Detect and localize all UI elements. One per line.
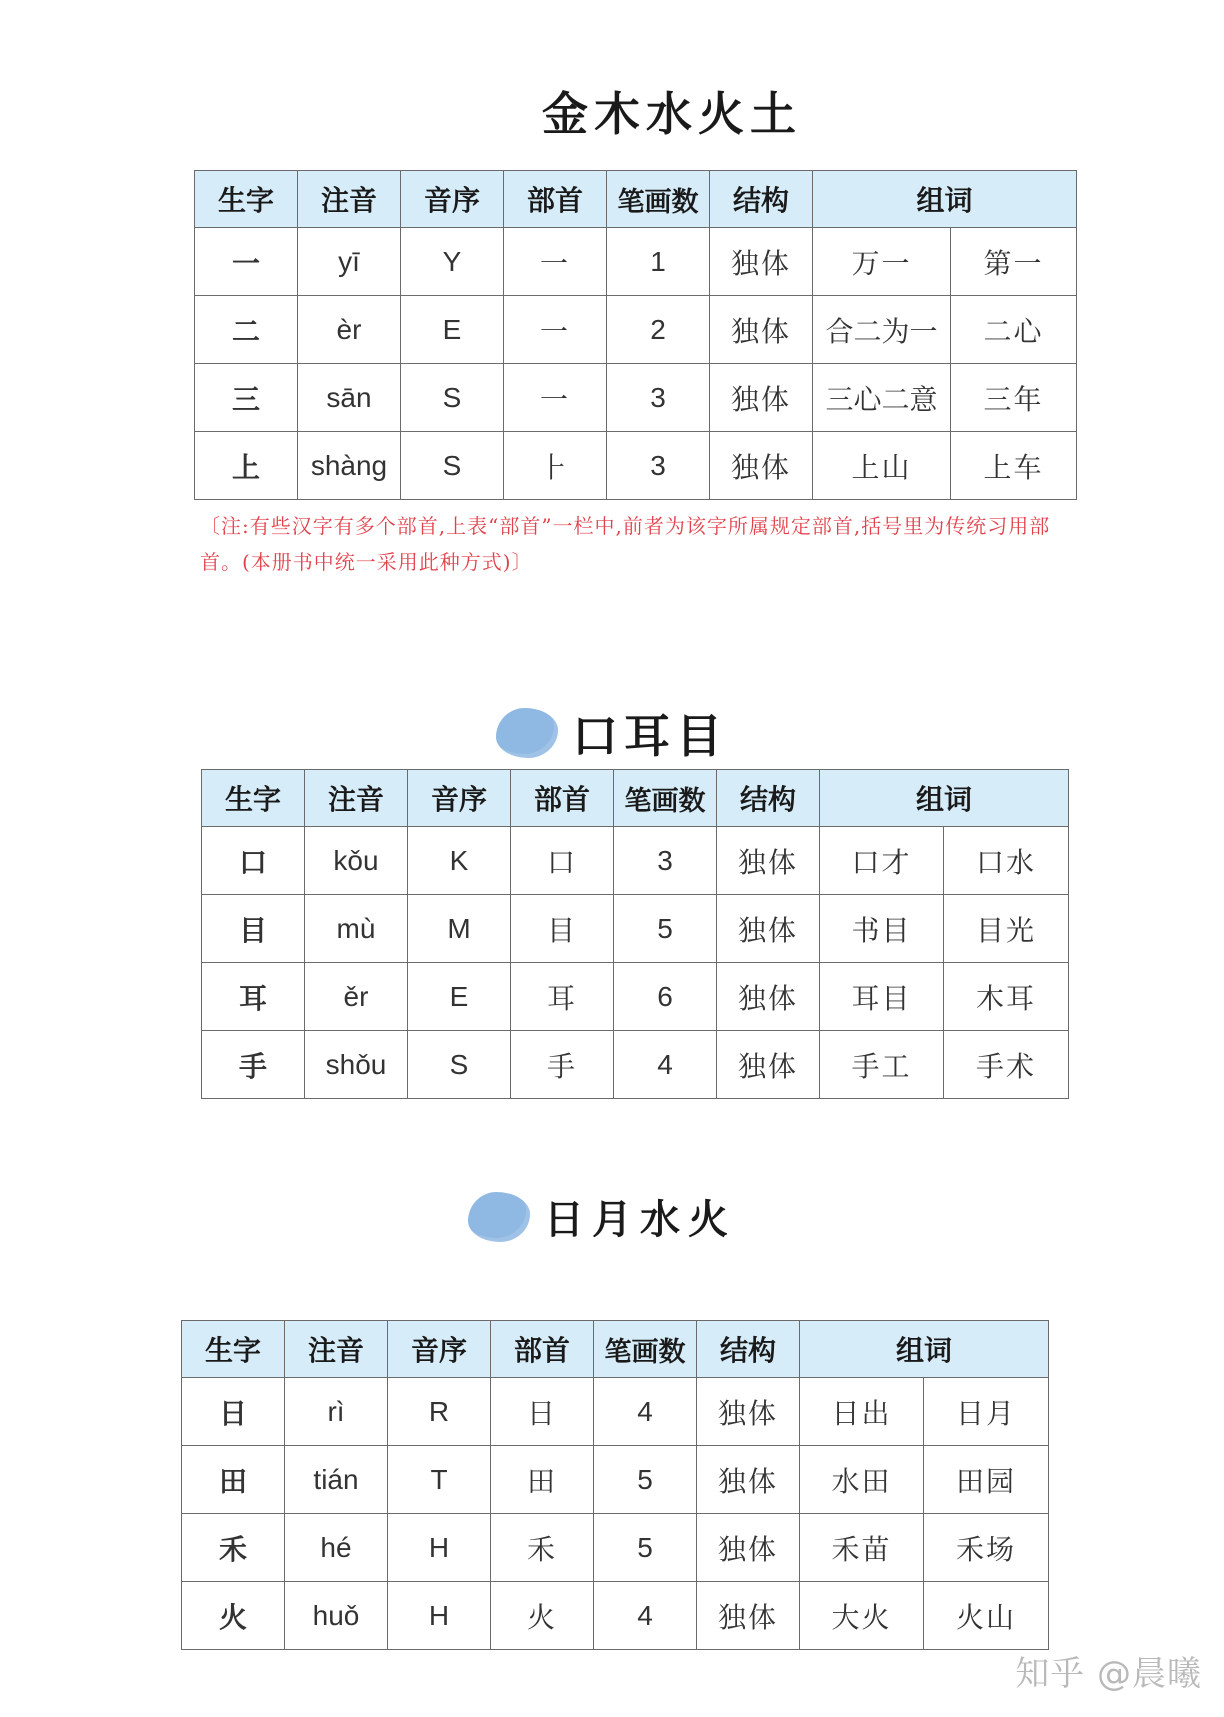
char-cell: 目 bbox=[202, 895, 305, 963]
section-1-title-text: 金木水火土 bbox=[542, 87, 802, 141]
pinyin-cell: mù bbox=[305, 895, 408, 963]
word2-cell: 第一 bbox=[951, 228, 1077, 296]
table-row bbox=[195, 432, 1077, 500]
strokes-cell: 5 bbox=[594, 1514, 697, 1582]
word2-cell: 火山 bbox=[924, 1582, 1049, 1650]
char-cell: 日 bbox=[182, 1378, 285, 1446]
structure-cell: 独体 bbox=[697, 1514, 800, 1582]
header-order: 音序 bbox=[408, 770, 511, 827]
table-section-2 bbox=[201, 769, 1069, 1099]
header-radical: 部首 bbox=[511, 770, 614, 827]
table-section-1 bbox=[194, 170, 1077, 500]
table-row bbox=[202, 963, 1069, 1031]
radical-cell: 禾 bbox=[491, 1514, 594, 1582]
blue-blob-icon bbox=[496, 708, 558, 758]
radical-cell: 耳 bbox=[511, 963, 614, 1031]
table-header-row bbox=[182, 1321, 1049, 1378]
structure-cell: 独体 bbox=[710, 432, 813, 500]
order-cell: E bbox=[401, 296, 504, 364]
structure-cell: 独体 bbox=[717, 1031, 820, 1099]
strokes-cell: 3 bbox=[614, 827, 717, 895]
section-2-title-text: 口耳目 bbox=[572, 709, 728, 763]
char-cell: 耳 bbox=[202, 963, 305, 1031]
char-cell: 上 bbox=[195, 432, 298, 500]
strokes-cell: 6 bbox=[614, 963, 717, 1031]
header-structure: 结构 bbox=[710, 171, 813, 228]
word1-cell: 三心二意 bbox=[813, 364, 951, 432]
radical-cell: ⺊ bbox=[504, 432, 607, 500]
word2-cell: 日月 bbox=[924, 1378, 1049, 1446]
table-header-row bbox=[195, 171, 1077, 228]
radical-cell: 目 bbox=[511, 895, 614, 963]
header-structure: 结构 bbox=[717, 770, 820, 827]
strokes-cell: 5 bbox=[614, 895, 717, 963]
order-cell: S bbox=[408, 1031, 511, 1099]
table-row bbox=[182, 1446, 1049, 1514]
word1-cell: 水田 bbox=[800, 1446, 924, 1514]
word1-cell: 口才 bbox=[820, 827, 944, 895]
section-3-title bbox=[0, 1188, 1224, 1252]
word1-cell: 合二为一 bbox=[813, 296, 951, 364]
radical-cell: 手 bbox=[511, 1031, 614, 1099]
structure-cell: 独体 bbox=[717, 827, 820, 895]
pinyin-cell: rì bbox=[285, 1378, 388, 1446]
structure-cell: 独体 bbox=[717, 895, 820, 963]
word2-cell: 手术 bbox=[944, 1031, 1069, 1099]
char-cell: 田 bbox=[182, 1446, 285, 1514]
header-strokes: 笔画数 bbox=[594, 1321, 697, 1378]
radical-note: 〔注:有些汉字有多个部首,上表“部首”一栏中,前者为该字所属规定部首,括号里为传统习用部首。(本册书中统一采用此种方式)〕 bbox=[200, 514, 1051, 574]
pinyin-cell: èr bbox=[298, 296, 401, 364]
strokes-cell: 4 bbox=[614, 1031, 717, 1099]
header-words: 组词 bbox=[820, 770, 1069, 827]
char-cell: 禾 bbox=[182, 1514, 285, 1582]
word1-cell: 日出 bbox=[800, 1378, 924, 1446]
word1-cell: 耳目 bbox=[820, 963, 944, 1031]
word1-cell: 手工 bbox=[820, 1031, 944, 1099]
order-cell: S bbox=[401, 364, 504, 432]
strokes-cell: 2 bbox=[607, 296, 710, 364]
char-cell: 三 bbox=[195, 364, 298, 432]
table-row bbox=[182, 1378, 1049, 1446]
radical-cell: 火 bbox=[491, 1582, 594, 1650]
header-char: 生字 bbox=[202, 770, 305, 827]
header-words: 组词 bbox=[800, 1321, 1049, 1378]
blue-blob-icon bbox=[468, 1192, 530, 1242]
table-row bbox=[195, 364, 1077, 432]
order-cell: R bbox=[388, 1378, 491, 1446]
table-row bbox=[182, 1514, 1049, 1582]
word1-cell: 上山 bbox=[813, 432, 951, 500]
order-cell: T bbox=[388, 1446, 491, 1514]
pinyin-cell: yī bbox=[298, 228, 401, 296]
header-char: 生字 bbox=[195, 171, 298, 228]
word2-cell: 木耳 bbox=[944, 963, 1069, 1031]
table-row bbox=[195, 228, 1077, 296]
header-strokes: 笔画数 bbox=[607, 171, 710, 228]
section-1-title bbox=[0, 78, 1224, 144]
order-cell: S bbox=[401, 432, 504, 500]
order-cell: K bbox=[408, 827, 511, 895]
zhihu-watermark: 知乎 @晨曦 bbox=[1015, 1654, 1202, 1694]
pinyin-cell: shǒu bbox=[305, 1031, 408, 1099]
header-words: 组词 bbox=[813, 171, 1077, 228]
table-row bbox=[182, 1582, 1049, 1650]
word2-cell: 上车 bbox=[951, 432, 1077, 500]
table-section-3 bbox=[181, 1320, 1049, 1650]
strokes-cell: 4 bbox=[594, 1378, 697, 1446]
header-strokes: 笔画数 bbox=[614, 770, 717, 827]
word1-cell: 禾苗 bbox=[800, 1514, 924, 1582]
word2-cell: 田园 bbox=[924, 1446, 1049, 1514]
header-pinyin: 注音 bbox=[298, 171, 401, 228]
header-order: 音序 bbox=[388, 1321, 491, 1378]
strokes-cell: 5 bbox=[594, 1446, 697, 1514]
section-3-title-text: 日月水火 bbox=[544, 1196, 736, 1243]
word1-cell: 书目 bbox=[820, 895, 944, 963]
radical-cell: 田 bbox=[491, 1446, 594, 1514]
pinyin-cell: tián bbox=[285, 1446, 388, 1514]
radical-cell: 日 bbox=[491, 1378, 594, 1446]
order-cell: E bbox=[408, 963, 511, 1031]
order-cell: M bbox=[408, 895, 511, 963]
word2-cell: 目光 bbox=[944, 895, 1069, 963]
radical-cell: 一 bbox=[504, 296, 607, 364]
word1-cell: 万一 bbox=[813, 228, 951, 296]
section-2-title bbox=[0, 700, 1224, 769]
structure-cell: 独体 bbox=[717, 963, 820, 1031]
radical-cell: 一 bbox=[504, 364, 607, 432]
pinyin-cell: hé bbox=[285, 1514, 388, 1582]
header-pinyin: 注音 bbox=[285, 1321, 388, 1378]
radical-cell: 一 bbox=[504, 228, 607, 296]
char-cell: 手 bbox=[202, 1031, 305, 1099]
structure-cell: 独体 bbox=[710, 364, 813, 432]
structure-cell: 独体 bbox=[710, 228, 813, 296]
pinyin-cell: shàng bbox=[298, 432, 401, 500]
structure-cell: 独体 bbox=[697, 1378, 800, 1446]
table-row bbox=[202, 827, 1069, 895]
header-order: 音序 bbox=[401, 171, 504, 228]
table-row bbox=[202, 1031, 1069, 1099]
header-radical: 部首 bbox=[491, 1321, 594, 1378]
pinyin-cell: kǒu bbox=[305, 827, 408, 895]
table-row bbox=[202, 895, 1069, 963]
order-cell: Y bbox=[401, 228, 504, 296]
strokes-cell: 3 bbox=[607, 364, 710, 432]
structure-cell: 独体 bbox=[710, 296, 813, 364]
structure-cell: 独体 bbox=[697, 1446, 800, 1514]
table-row bbox=[195, 296, 1077, 364]
word2-cell: 二心 bbox=[951, 296, 1077, 364]
radical-cell: 口 bbox=[511, 827, 614, 895]
structure-cell: 独体 bbox=[697, 1582, 800, 1650]
char-cell: 二 bbox=[195, 296, 298, 364]
char-cell: 火 bbox=[182, 1582, 285, 1650]
word2-cell: 禾场 bbox=[924, 1514, 1049, 1582]
table-header-row bbox=[202, 770, 1069, 827]
word2-cell: 口水 bbox=[944, 827, 1069, 895]
char-cell: 一 bbox=[195, 228, 298, 296]
pinyin-cell: sān bbox=[298, 364, 401, 432]
strokes-cell: 3 bbox=[607, 432, 710, 500]
strokes-cell: 4 bbox=[594, 1582, 697, 1650]
header-char: 生字 bbox=[182, 1321, 285, 1378]
header-structure: 结构 bbox=[697, 1321, 800, 1378]
order-cell: H bbox=[388, 1582, 491, 1650]
pinyin-cell: ěr bbox=[305, 963, 408, 1031]
header-radical: 部首 bbox=[504, 171, 607, 228]
order-cell: H bbox=[388, 1514, 491, 1582]
pinyin-cell: huǒ bbox=[285, 1582, 388, 1650]
word1-cell: 大火 bbox=[800, 1582, 924, 1650]
header-pinyin: 注音 bbox=[305, 770, 408, 827]
word2-cell: 三年 bbox=[951, 364, 1077, 432]
char-cell: 口 bbox=[202, 827, 305, 895]
strokes-cell: 1 bbox=[607, 228, 710, 296]
